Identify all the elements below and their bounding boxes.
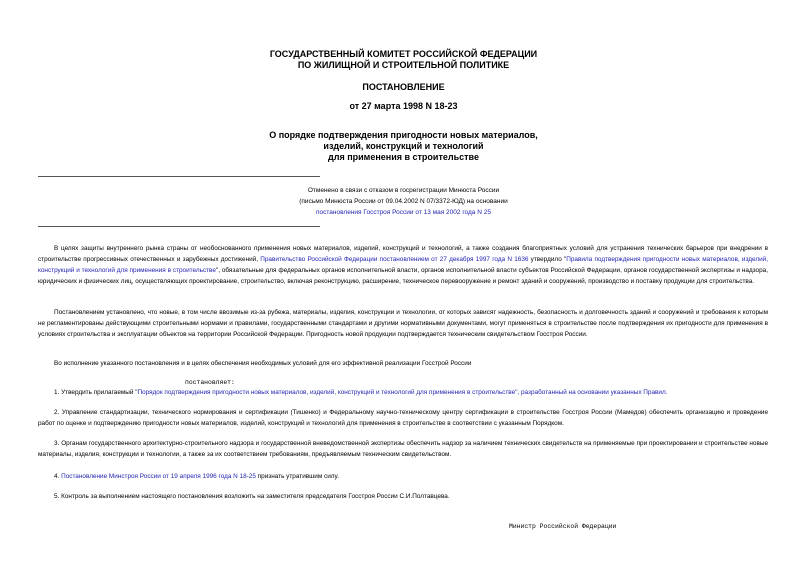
rules-link[interactable]: Правила подтверждения пригодности новых материалов, изделий, конструкций и технологий для применения в строительстве (38, 256, 768, 274)
document-type: ПОСТАНОВЛЕНИЕ (362, 82, 445, 92)
item-4-text-b: признать утратившим силу. (255, 473, 339, 480)
cancel-note-link[interactable]: постановления Госстроя России от 13 мая 2002 года N 25 (316, 209, 491, 216)
resolves-label: постановляет: (185, 379, 235, 386)
divider-top (38, 176, 320, 177)
document-date-number: от 27 марта 1998 N 18-23 (349, 101, 458, 111)
issuer-block (0, 49, 807, 71)
title-line-1: О порядке подтверждения пригодности новых материалов, (269, 130, 538, 140)
title-line-2: изделий, конструкций и технологий (323, 141, 484, 151)
paragraph-1-text-a: В целях защиты внутреннего рынка страны от необоснованного применения новых материалов, изделий, конструкций и технологий, а также создания благоприятных условий для устранения технических барьеров при внедрении в строительстве прогрессивных отечественных и зарубежных достижений, (38, 245, 768, 263)
item-1 (38, 387, 768, 398)
paragraph-1-text-b: утвердило " (528, 256, 567, 263)
cancel-note-line-1: Отменено в связи с отказом в госрегистрации Минюста России (307, 187, 500, 194)
paragraph-2: Постановлением установлено, что новые, в том числе ввозимые из-за рубежа, материалы, изделия, конструкции и технологии, от которых зависят надежность, безопасность и долговечность зданий и сооружений и требования к которым не регламентированы действующими строительными нормами и правилами, государственными стандартами и другими нормативными документами, могут применяться в строительстве после подтверждения их пригодности для применения в условиях строительства и эксплуатации объектов на территории Российской Федерации. Пригодность новой продукции подтверждается техническим свидетельством Госстроя России. (38, 309, 768, 338)
signature: Министр Российской Федерации (509, 523, 617, 530)
procedure-link-tail[interactable]: ", разработанный на основании указанных Правил. (515, 389, 668, 396)
item-3: 3. Органам государственного архитектурно-строительного надзора и государственной вневедомственной экспертизы обеспечить надзор за наличием технических свидетельств на применяемые при проектировании и строительстве новые материалы, изделия, конструкции и технологии, а также за их соответствием требованиям, предъявляемым техническим свидетельством. (38, 440, 768, 458)
government-decree-link[interactable]: Правительство Российской Федерации постановлением от 27 декабря 1997 года N 1636 (260, 256, 529, 263)
cancel-note (0, 185, 807, 218)
issuer-line-2: ПО ЖИЛИЩНОЙ И СТРОИТЕЛЬНОЙ ПОЛИТИКЕ (297, 60, 510, 70)
divider-bottom (38, 226, 320, 227)
paragraph-1-text-c: ", обязательные для федеральных органов исполнительной власти, органов исполнительной власти субъектов Российской Федерации, органов государственной экспертизы и надзора, юридических и физических лиц, осуществляющих проектирование, строительство, включая реконструкцию, расширение, техническое перевооружение и ремонт зданий и сооружений, производство и поставку продукции для строительства. (38, 267, 768, 285)
document-title (0, 130, 807, 163)
item-4-text-a: 4. (54, 473, 62, 480)
item-2: 2. Управление стандартизации, технического нормирования и сертификации (Тишенко) и Федеральному научно-техническому центру сертификации в строительстве Госстроя России (Мамедов) обеспечить организацию и проведение работ по оценке и подтверждению пригодности новых материалов, изделий, конструкций и технологий для применения в строительстве в соответствии с указанным Порядком. (38, 409, 768, 427)
paragraph-3: Во исполнение указанного постановления и в целях обеспечения необходимых условий для его эффективной реализации Госстрой России (54, 360, 472, 367)
paragraph-1 (38, 243, 768, 287)
item-1-text: 1. Утвердить прилагаемый " (54, 389, 138, 396)
item-4 (38, 471, 768, 482)
cancel-note-line-2: (письмо Минюста России от 09.04.2002 N 07/3372-ЮД) на основании (299, 198, 508, 205)
item-5: 5. Контроль за выполнением настоящего постановления возложить на заместителя председателя Госстроя России С.И.Полтавцева. (54, 493, 450, 500)
minstroy-decree-link[interactable]: Постановление Минстроя России от 19 апреля 1996 года N 18-25 (61, 473, 256, 480)
procedure-link[interactable]: Порядок подтверждения пригодности новых материалов, изделий, конструкций и технологий для применения в строительстве (137, 389, 516, 396)
issuer-line-1: ГОСУДАРСТВЕННЫЙ КОМИТЕТ РОССИЙСКОЙ ФЕДЕРАЦИИ (269, 49, 538, 59)
title-line-3: для применения в строительстве (328, 152, 479, 162)
